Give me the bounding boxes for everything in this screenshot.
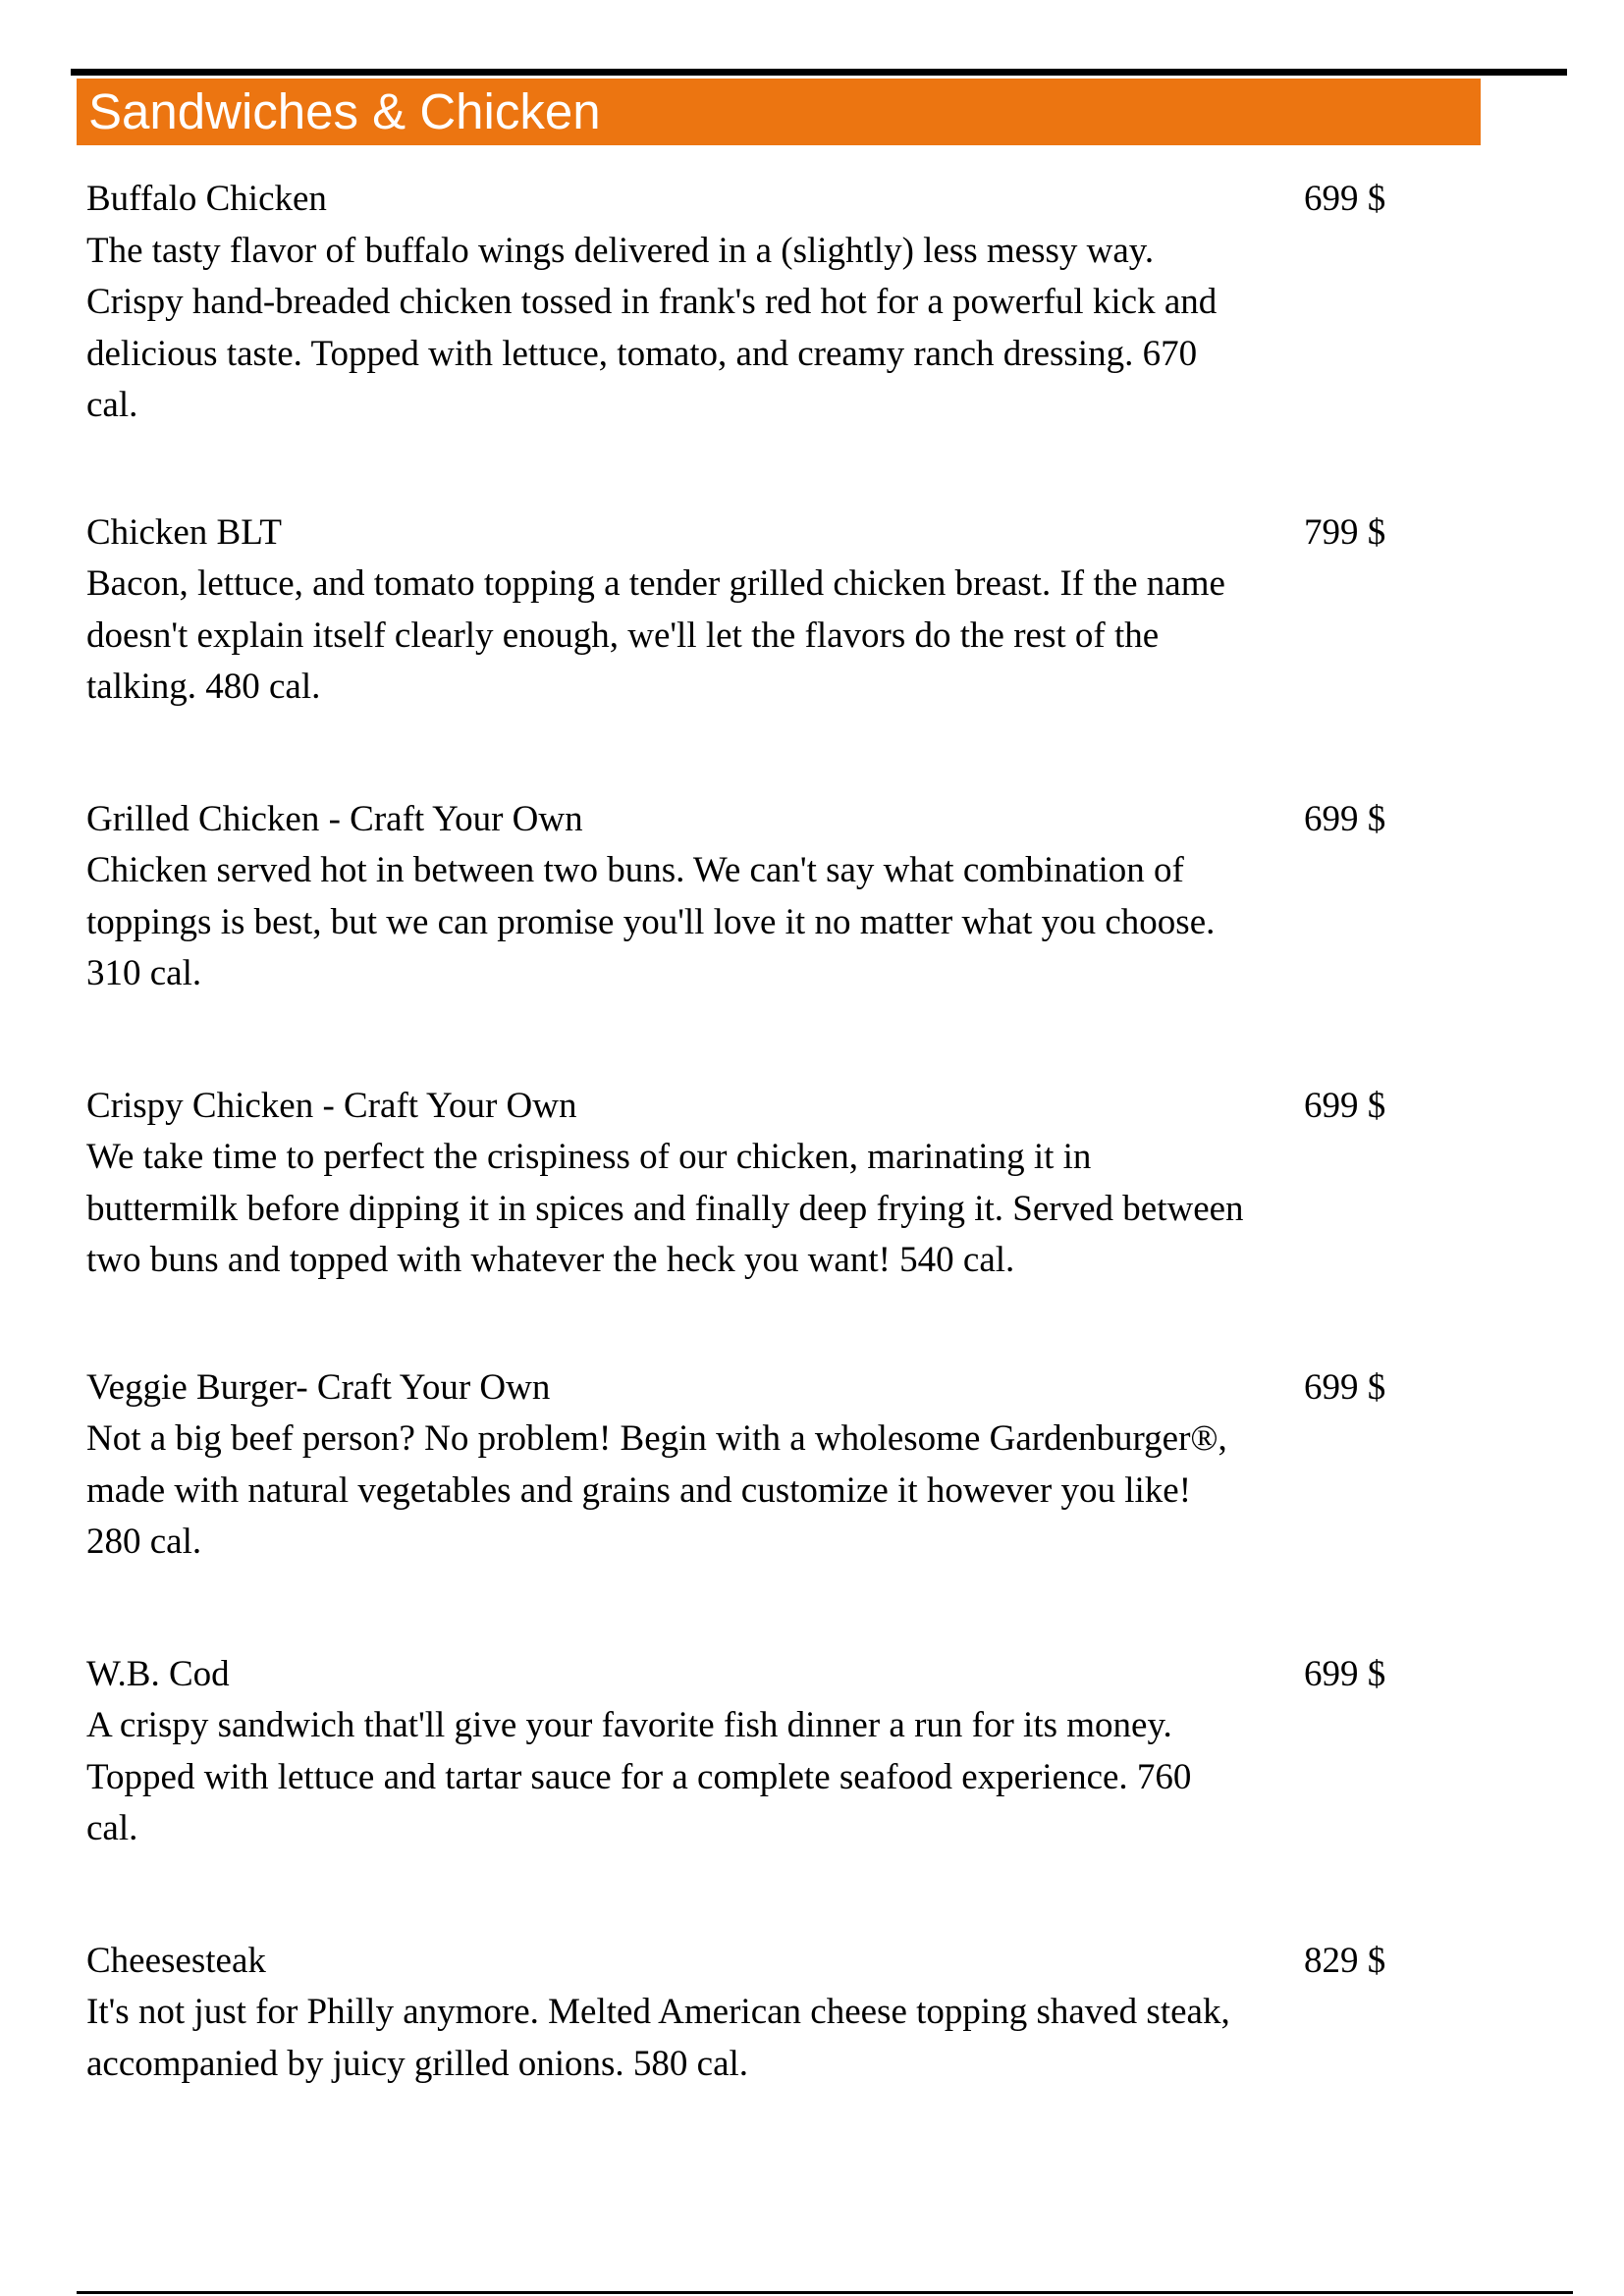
menu-item [86,174,1441,432]
menu-item [86,1936,1441,2091]
item-price: 699 $ [1304,1085,1386,1126]
item-description: We take time to perfect the crispiness of our chicken, marinating it in buttermilk before dipping it in spices and finally deep frying it. Served between two buns and topped with whatever the heck you want! 540 cal. [86,1137,1244,1280]
item-price: 699 $ [1304,1653,1386,1694]
menu-list [86,174,1441,2090]
item-price: 799 $ [1304,511,1386,553]
item-name: W.B. Cod [86,1653,230,1694]
item-name: Grilled Chicken - Craft Your Own [86,798,583,839]
item-price: 829 $ [1304,1940,1386,1981]
menu-item [86,794,1441,1000]
menu-item [86,1362,1441,1569]
item-description: The tasty flavor of buffalo wings delivered in a (slightly) less messy way. Crispy hand-breaded chicken tossed in frank's red hot for a powerful kick and delicious taste. Topped with lettuce, tomato, and creamy ranch dressing. 670 cal. [86,230,1218,425]
item-price: 699 $ [1304,798,1386,839]
item-name: Crispy Chicken - Craft Your Own [86,1085,577,1126]
top-rule [71,69,1567,76]
item-name: Cheesesteak [86,1940,266,1981]
section-header [77,79,1481,145]
menu-item [86,1081,1441,1287]
section-title: Sandwiches & Chicken [88,83,601,139]
item-description: A crispy sandwich that'll give your favorite fish dinner a run for its money. Topped with lettuce and tartar sauce for a complete seafood experience. 760 cal. [86,1705,1192,1848]
item-description: Chicken served hot in between two buns. We can't say what combination of toppings is best, but we can promise you'll love it no matter what you choose. 310 cal. [86,850,1216,993]
item-name: Veggie Burger- Craft Your Own [86,1366,551,1408]
item-price: 699 $ [1304,1366,1386,1408]
item-description: Bacon, lettuce, and tomato topping a tender grilled chicken breast. If the name doesn't explain itself clearly enough, we'll let the flavors do the rest of the talking. 480 cal. [86,563,1225,707]
item-name: Chicken BLT [86,511,283,553]
menu-item [86,1649,1441,1855]
item-description: Not a big beef person? No problem! Begin with a wholesome Gardenburger®, made with natural vegetables and grains and customize it however you like! 280 cal. [86,1418,1227,1562]
item-price: 699 $ [1304,179,1386,219]
item-description: It's not just for Philly anymore. Melted American cheese topping shaved steak, accompanied by juicy grilled onions. 580 cal. [86,1992,1230,2084]
menu-item [86,507,1441,714]
bottom-rule [77,2291,1573,2294]
item-name: Buffalo Chicken [86,179,327,219]
